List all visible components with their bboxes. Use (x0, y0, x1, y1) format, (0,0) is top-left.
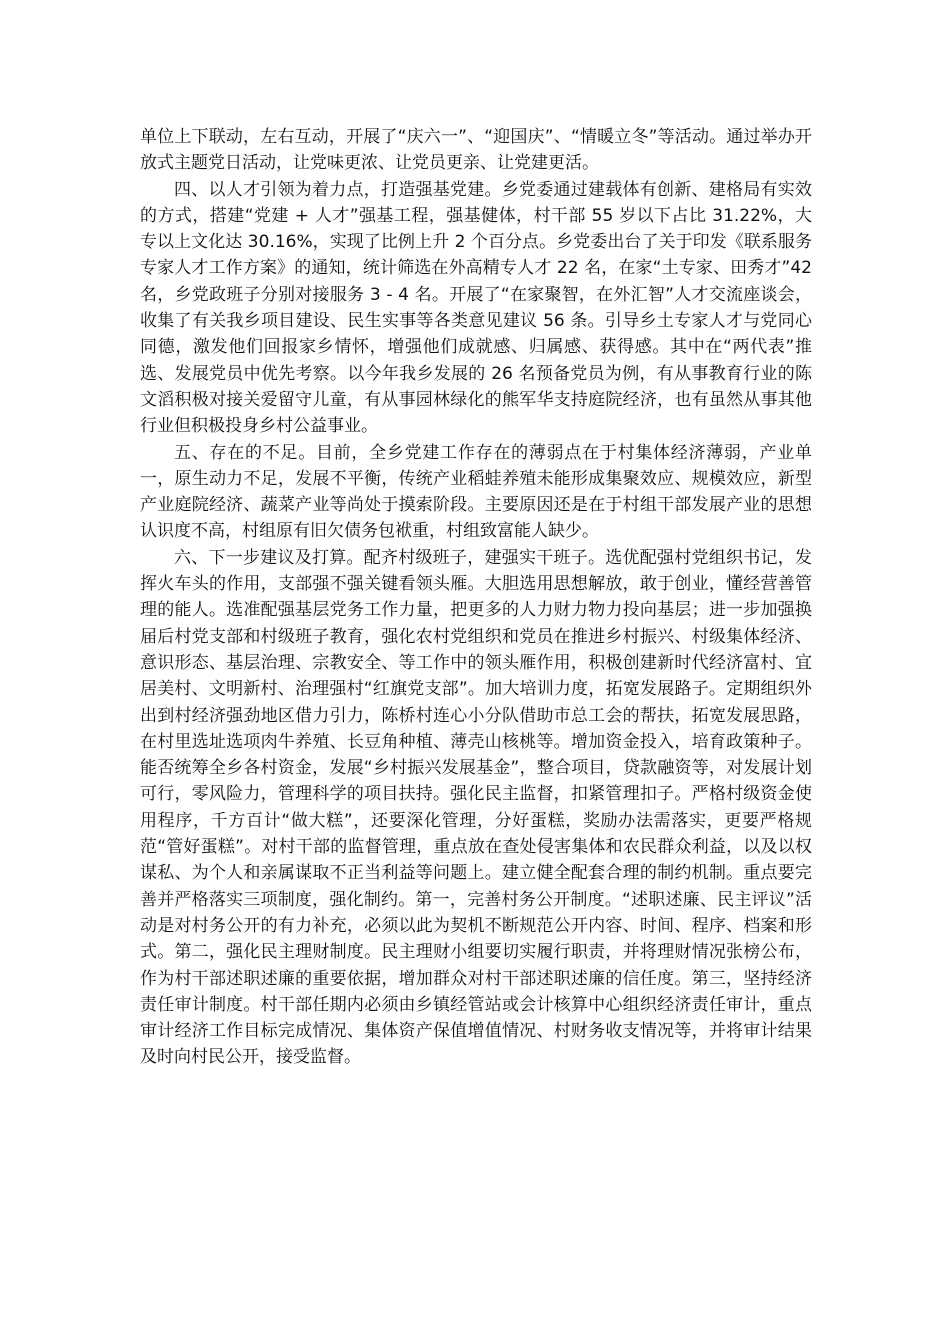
paragraph-section-six-next-steps: 六、下一步建议及打算。配齐村级班子，建强实干班子。选优配强村党组织书记，发挥火车头的作用，支部强不强关键看领头雁。大胆选用思想解放，敢于创业，懂经营善管理的能人。选准配强基层党务工作力量，把更多的人力财力物力投向基层；进一步加强换届后村党支部和村级班子教育，强化农村党组织和党员在推进乡村振兴、村级集体经济、意识形态、基层治理、宗教安全、等工作中的领头雁作用，积极创建新时代经济富村、宜居美村、文明新村、治理强村“红旗党支部”。加大培训力度，拓宽发展路子。定期组织外出到村经济强劲地区借力引力，陈桥村连心小分队借助市总工会的帮扶，拓宽发展思路，在村里选址选项肉牛养殖、长豆角种植、薄壳山核桃等。增加资金投入，培育政策种子。能否统筹全乡各村资金，发展“乡村振兴发展基金”，整合项目，贷款融资等，对发展计划可行，零风险力，管理科学的项目扶持。强化民主监督，扣紧管理扣子。严格村级资金使用程序，千方百计“做大糕”，还要深化管理，分好蛋糕，奖励办法需落实，更要严格规范“管好蛋糕”。对村干部的监督管理，重点放在查处侵害集体和农民群众利益，以及以权谋私、为个人和亲属谋取不正当利益等问题上。建立健全配套合理的制约机制。重点要完善并严格落实三项制度，强化制约。第一，完善村务公开制度。“述职述廉、民主评议”活动是对村务公开的有力补充，必须以此为契机不断规范公开内容、时间、程序、档案和形式。第二，强化民主理财制度。民主理财小组要切实履行职责，并将理财情况张榜公布，作为村干部述职述廉的重要依据，增加群众对村干部述职述廉的信任度。第三，坚持经济责任审计制度。村干部任期内必须由乡镇经管站或会计核算中心组织经济责任审计，重点审计经济工作目标完成情况、集体资产保值增值情况、村财务收支情况等，并将审计结果及时向村民公开，接受监督。 (140, 547, 812, 1068)
paragraph-continuation: 单位上下联动，左右互动，开展了“庆六一”、“迎国庆”、“情暖立冬”等活动。通过举办开放式主题党日活动，让党味更浓、让党员更亲、让党建更活。 (140, 127, 812, 174)
document-page (140, 124, 812, 1071)
paragraph-section-five-shortcomings: 五、存在的不足。目前，全乡党建工作存在的薄弱点在于村集体经济薄弱，产业单一，原生动力不足，发展不平衡，传统产业稻蛙养殖未能形成集聚效应、规模效应，新型产业庭院经济、蔬菜产业等尚处于摸索阶段。主要原因还是在于村组干部发展产业的思想认识度不高，村组原有旧欠债务包袱重，村组致富能人缺少。 (140, 442, 812, 542)
paragraph-section-four-talent: 四、以人才引领为着力点，打造强基党建。乡党委通过建载体有创新、建格局有实效的方式，搭建“党建 + 人才”强基工程，强基健体，村干部 55 岁以下占比 31.22%，大专以上文化达 30.16%，实现了比例上升 2 个百分点。乡党委出台了关于印发《联系服务专家人才工作方案》的通知，统计筛选在外高精专人才 22 名，在家“土专家、田秀才”42 名，乡党政班子分别对接服务 3 - 4 名。开展了“在家聚智，在外汇智”人才交流座谈会，收集了有关我乡项目建设、民生实事等各类意见建议 56 条。引导乡土专家人才与党同心同德，激发他们回报家乡情怀，增强他们成就感、归属感、获得感。其中在“两代表”推选、发展党员中优先考察。以今年我乡发展的 26 名预备党员为例，有从事教育行业的陈文滔积极对接关爱留守儿童，有从事园林绿化的熊军华支持庭院经济，也有虽然从事其他行业但积极投身乡村公益事业。 (140, 179, 812, 437)
